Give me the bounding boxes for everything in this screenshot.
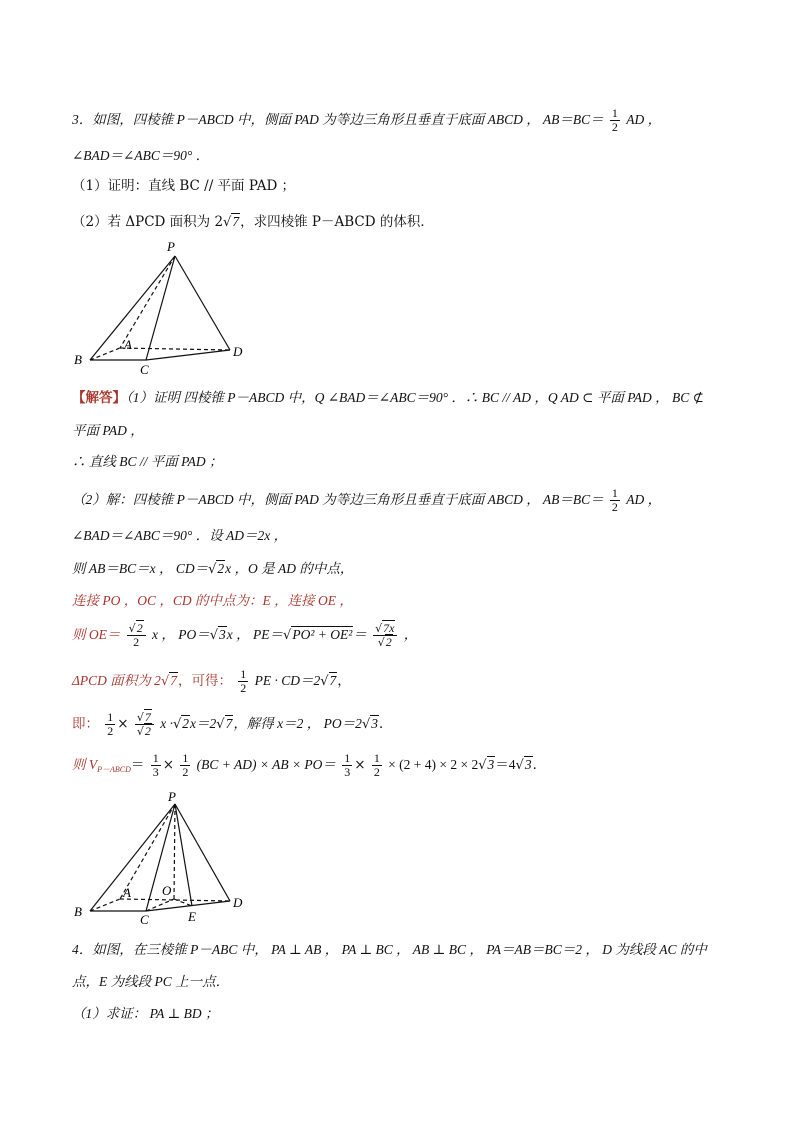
solution-line-1c: ∴ 直线 BC // 平面 PAD ； <box>72 454 223 469</box>
label-D: D <box>233 895 243 910</box>
solution-line-2: （2）解：四棱锥 P－ABCD 中，侧面 PAD 为等边三角形且垂直于底面 ABCD ， AB＝BC＝ $\frac{1}{2}$ AD ， <box>72 486 662 514</box>
label-B: B <box>74 904 82 919</box>
p3-angles: ∠BAD＝∠ABC＝90° ． <box>72 148 210 163</box>
p3-intro: 3．如图，四棱锥 P－ABCD 中，侧面 PAD 为等边三角形且垂直于底面 ABCD ， AB＝BC＝ $\frac{1}{2}$ AD ， <box>72 106 662 134</box>
label-D: D <box>233 344 243 359</box>
pyramid-figure-2 <box>70 788 260 928</box>
label-C: C <box>140 362 149 377</box>
solution-line-1b: 平面 PAD ， <box>72 423 144 438</box>
p4-line-3: （1）求证： PA ⊥ BD ； <box>72 1006 219 1021</box>
solution-line-8: 即： $\frac{1}{2}$ × $\frac{√7}{√2}$ x ·√2x＝2√7，解得 x＝2 ， PO＝2√3． <box>72 710 393 738</box>
p4-line-1: 4．如图，在三棱锥 P－ABC 中， PA ⊥ AB ， PA ⊥ BC ， AB ⊥ BC ， PA＝AB＝BC＝2 ， D 为线段 AC 的中 <box>72 942 707 957</box>
label-P: P <box>168 789 176 804</box>
label-P: P <box>167 239 175 254</box>
solution-line-6: 则 OE＝ $\frac{√2}{2}$ x ， PO＝√3x ， PE＝√PO² + OE²＝ $\frac{√7x}{√2}$ ， <box>72 621 418 649</box>
solution-line-1: 【解答】（1）证明 四棱锥 P－ABCD 中，Q ∠BAD＝∠ABC＝90° ．∴ BC // AD ，Q AD ⊂ 平面 PAD ， BC ⊄ <box>72 390 704 406</box>
label-A: A <box>124 337 132 352</box>
p3-q1: （1）证明：直线 BC // 平面 PAD ； <box>72 178 296 194</box>
solution-line-7: ΔPCD 面积为 2√7，可得： $\frac{1}{2}$ PE · CD＝2√7， <box>72 667 351 695</box>
solution-line-9: 则 $V_{P-ABCD}=$ $\frac{1}{3}$ × $\frac{1}{2}$ (BC + AD) × AB × PO＝ $\frac{1}{3}$ × $\frac{1}{2}$ × (2 + 4) × 2 × 2√3＝4√3． <box>72 751 547 779</box>
fraction-half: $\frac{1}{2}$ <box>611 106 618 134</box>
label-O: O <box>162 883 172 898</box>
solution-line-5: 连接 PO ，OC ，CD 的中点为：E ，连接 OE ， <box>72 593 353 608</box>
pyramid-figure-1 <box>70 238 260 378</box>
solution-line-4: 则 AB＝BC＝x ， CD＝√2x ，O 是 AD 的中点， <box>72 561 354 577</box>
label-E: E <box>188 909 196 924</box>
solution-tag: 【解答】 <box>72 390 126 406</box>
label-A: A <box>123 885 131 900</box>
p4-line-2: 点，E 为线段 PC 上一点． <box>72 974 230 989</box>
label-C: C <box>140 912 149 927</box>
p3-q2: （2）若 ΔPCD 面积为 2√7，求四棱锥 P－ABCD 的体积． <box>72 214 434 230</box>
label-B: B <box>74 352 82 367</box>
solution-line-3: ∠BAD＝∠ABC＝90° ．设 AD＝2x ， <box>72 528 288 543</box>
